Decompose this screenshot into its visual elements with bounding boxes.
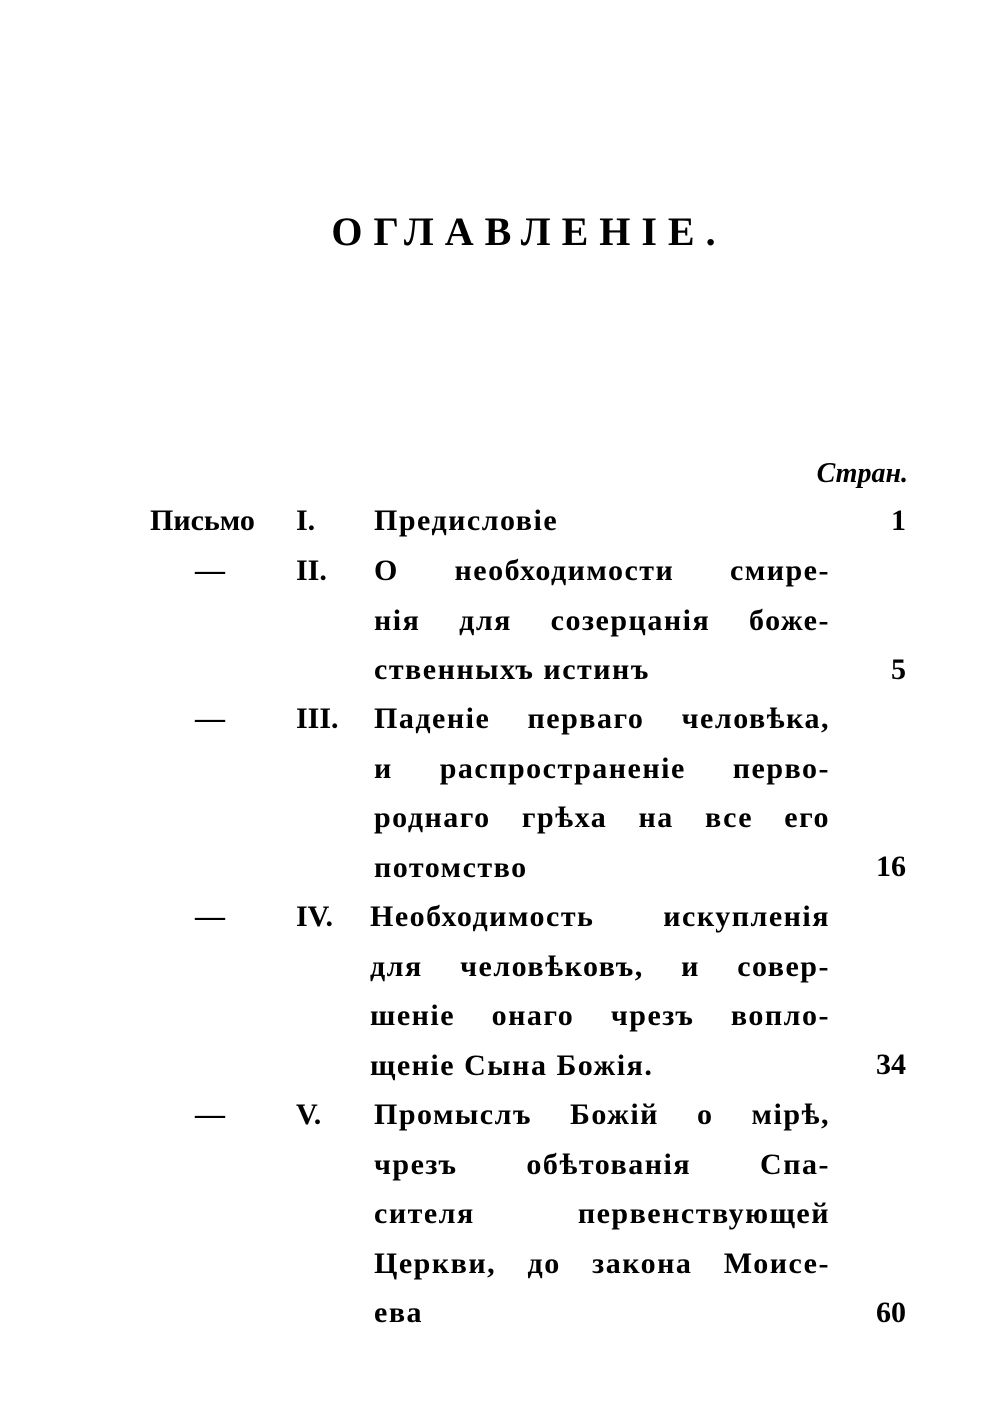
- entry-title-line: ева: [374, 1296, 424, 1329]
- entry-title: [374, 496, 830, 546]
- entry-numeral: I.: [296, 504, 316, 537]
- entry-page-number: 1: [891, 504, 906, 537]
- entry-title: [374, 546, 830, 695]
- entry-title-line: Церкви, до закона Моисе-: [374, 1246, 830, 1280]
- entry-title-line: щеніе Сына Божія.: [370, 1048, 654, 1082]
- entry-dash: —: [195, 900, 225, 933]
- entry-title-line: Предисловіе: [374, 504, 559, 537]
- entry-title: [374, 694, 830, 892]
- entry-numeral: V.: [296, 1098, 322, 1131]
- entry-dash: —: [195, 1098, 225, 1131]
- entry-title-line: и распространеніе перво-: [374, 751, 830, 785]
- entry-page-number: 5: [891, 653, 906, 686]
- entry-title-line: Необходимость искупленія: [370, 900, 830, 933]
- entry-title-line: шеніе онаго чрезъ вопло-: [370, 999, 830, 1032]
- entry-title-line: сителя первенствующей: [374, 1197, 830, 1230]
- entry-title-line: Паденіе перваго человѣка,: [374, 702, 830, 735]
- entry-title-line: для человѣковъ, и совер-: [370, 949, 830, 983]
- entry-numeral: II.: [296, 554, 327, 587]
- entry-page-number: 34: [876, 1048, 906, 1081]
- entry-page-number: 60: [876, 1296, 906, 1329]
- entry-title: [374, 1090, 830, 1338]
- entry-title-line: ственныхъ истинъ: [374, 653, 650, 686]
- page-column-header: Стран.: [816, 458, 908, 489]
- entry-dash: —: [195, 554, 225, 587]
- page-title: ОГЛАВЛЕНІЕ.: [331, 209, 727, 254]
- entry-dash: —: [195, 702, 225, 735]
- entry-title-line: нія для созерцанія боже-: [374, 603, 830, 637]
- entry-numeral: IV.: [296, 900, 333, 933]
- entry-page-number: 16: [876, 850, 906, 883]
- entry-prefix: Письмо: [150, 504, 255, 537]
- entry-title-line: О необходимости смире-: [374, 554, 830, 587]
- entry-title-line: потомство: [374, 850, 528, 884]
- entry-title-line: Промыслъ Божій о мірѣ,: [374, 1098, 830, 1131]
- entry-title: [370, 892, 830, 1090]
- entry-title-line: роднаго грѣха на все его: [374, 801, 830, 834]
- entry-numeral: III.: [296, 702, 339, 735]
- entry-title-line: чрезъ обѣтованія Спа-: [374, 1147, 830, 1181]
